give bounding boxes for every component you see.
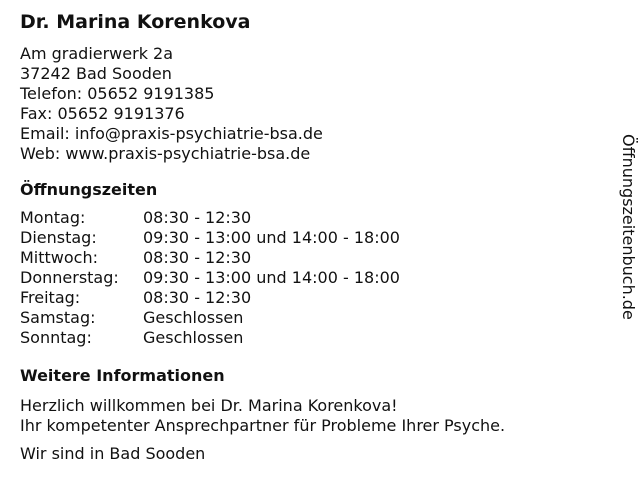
practice-card <box>20 10 600 464</box>
day-label: Donnerstag: <box>20 268 119 287</box>
hours-row-tuesday <box>20 228 600 248</box>
day-label: Freitag: <box>20 288 81 307</box>
address-street: Am gradierwerk 2a <box>20 44 174 63</box>
hours-value: 08:30 - 12:30 <box>143 288 252 307</box>
info-welcome-text: Herzlich willkommen bei Dr. Marina Korenkova! <box>20 396 398 415</box>
hours-row-friday <box>20 288 600 308</box>
day-label: Dienstag: <box>20 228 97 247</box>
day-label: Sonntag: <box>20 328 92 347</box>
web-text: Web: www.praxis-psychiatrie-bsa.de <box>20 144 311 163</box>
opening-hours-table <box>20 208 600 348</box>
hours-value: Geschlossen <box>143 328 244 347</box>
hours-value: 09:30 - 13:00 und 14:00 - 18:00 <box>143 268 400 287</box>
hours-row-thursday <box>20 268 600 288</box>
info-description-text: Ihr kompetenter Ansprechpartner für Probleme Ihrer Psyche. <box>20 416 506 435</box>
more-info-heading: Weitere Informationen <box>20 366 225 385</box>
day-label: Samstag: <box>20 308 96 327</box>
hours-row-monday <box>20 208 600 228</box>
opening-hours-heading: Öffnungszeiten <box>20 180 158 199</box>
hours-value: Geschlossen <box>143 308 244 327</box>
phone-text: Telefon: 05652 9191385 <box>20 84 215 103</box>
hours-row-saturday <box>20 308 600 328</box>
contact-block <box>20 44 600 164</box>
page-title: Dr. Marina Korenkova <box>20 11 251 33</box>
day-label: Montag: <box>20 208 86 227</box>
hours-value: 08:30 - 12:30 <box>143 208 252 227</box>
hours-row-sunday <box>20 328 600 348</box>
hours-value: 09:30 - 13:00 und 14:00 - 18:00 <box>143 228 400 247</box>
address-city: 37242 Bad Sooden <box>20 64 172 83</box>
hours-value: 08:30 - 12:30 <box>143 248 252 267</box>
fax-text: Fax: 05652 9191376 <box>20 104 185 123</box>
more-info-block <box>20 396 600 464</box>
info-location-text: Wir sind in Bad Sooden <box>20 444 206 463</box>
email-text: Email: info@praxis-psychiatrie-bsa.de <box>20 124 323 143</box>
day-label: Mittwoch: <box>20 248 98 267</box>
hours-row-wednesday <box>20 248 600 268</box>
brand-watermark: Öffnungszeitenbuch.de <box>619 134 638 320</box>
